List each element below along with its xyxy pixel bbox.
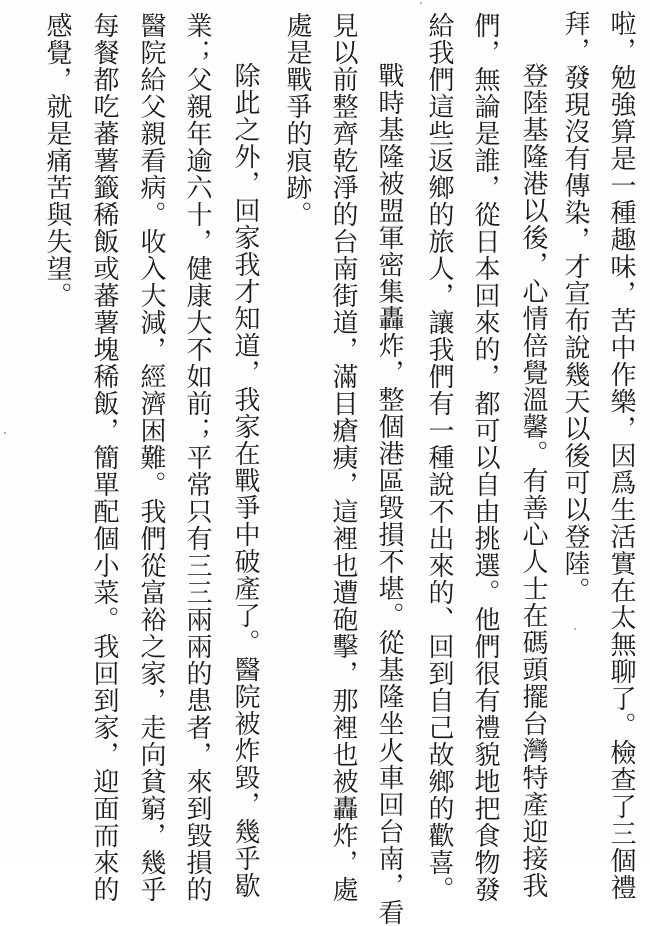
text-line: 處是戰爭的痕跡。 (282, 12, 312, 228)
scan-speck (420, 2, 422, 4)
text-line: 們，無論是誰，從日本回來的，都可以自由挑選。他們很有禮貌地把食物發 (470, 12, 500, 903)
text-line: 除此之外，回家我才知道，我家在戰爭中破產了。醫院被炸毀，幾乎歇 (230, 62, 260, 899)
text-line: 戰時基隆被盟軍密集轟炸，整個港區毀損不堪。從基隆坐火車回台南，看 (374, 62, 404, 926)
text-line: 啦，勉強算是一種趣味，苦中作樂，因爲生活實在太無聊了。檢查了三個禮 (606, 10, 636, 901)
text-line: 每餐都吃蕃薯籤稀飯或蕃薯塊稀飯，簡單配個小菜。我回到家，迎面而來的 (89, 12, 119, 903)
scan-speck (4, 432, 6, 434)
text-line: 給我們這些返鄉的旅人，讓我們有一種說不出來的、回到自己故鄉的歡喜。 (424, 12, 454, 903)
text-line: 業；父親年逾六十，健康大不如前；平常只有三三兩兩的患者，來到毀損的 (182, 12, 212, 903)
text-line: 醫院給父親看病。收入大減，經濟困難。我們從富裕之家，走向貧窮，幾乎 (136, 12, 166, 903)
text-line: 感覺，就是痛苦與失望。 (42, 12, 72, 309)
text-line: 見以前整齊乾淨的台南街道，滿目瘡痍，這裡也遭砲擊，那裡也被轟炸，處 (328, 12, 358, 903)
scan-speck (574, 628, 576, 630)
text-line: 登陸基隆港以後，心情倍覺溫馨。有善心人士在碼頭擺台灣特產迎接我 (518, 62, 548, 899)
text-line: 拜，發現沒有傳染，才宣布說幾天以後可以登陸。 (560, 10, 590, 604)
